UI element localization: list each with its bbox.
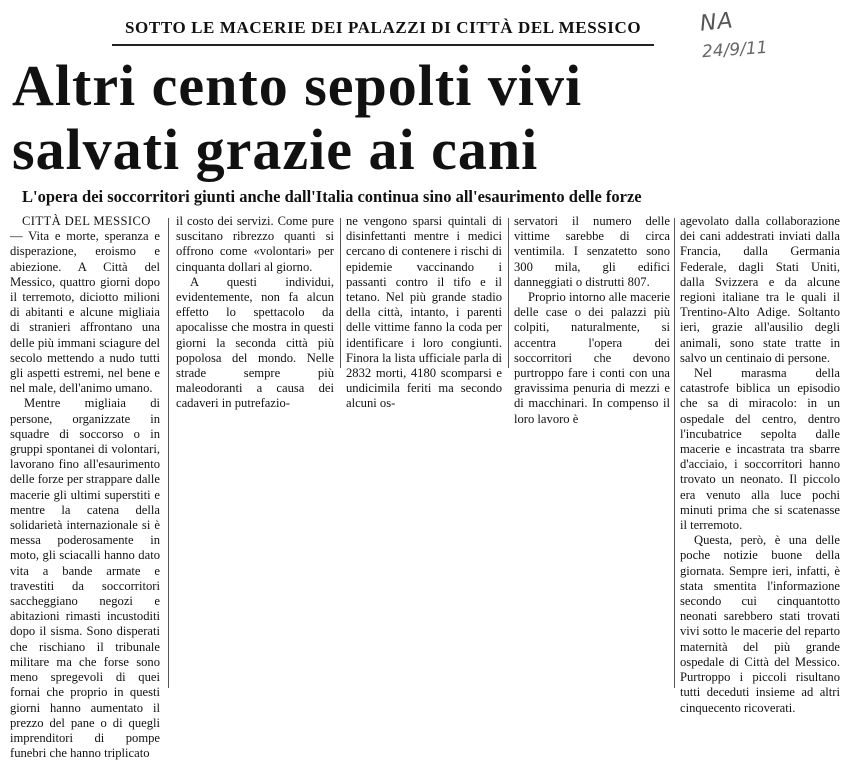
paragraph: il costo dei servizi. Come pure suscitano ribrezzo quanti si offrono come «volontari» per cinquanta dollari al giorno. <box>176 214 334 274</box>
headline-line-1: Altri cento sepolti vivi <box>12 53 583 118</box>
article-column-2 <box>176 214 334 692</box>
paragraph: servatori il numero delle vittime sarebbe di circa ventimila. I senzatetto sono 300 mila, gli edifici danneggiati o distrutti 807. <box>514 214 670 289</box>
paragraph: Questa, però, è una delle poche notizie buone della giornata. Sempre ieri, infatti, è stata smentita l'informazione secondo cui cinquantotto neonati sarebbero stati trovati vivi sotto le macerie del reparto maternità del più grande ospedale di Città del Messico. Purtroppo i piccoli risultano tutti deceduti insieme ad altri cinquecento ricoverati. <box>680 533 840 715</box>
kicker-rule <box>112 44 654 46</box>
headline-line-2: salvati grazie ai cani <box>12 117 539 182</box>
dateline: CITTÀ DEL MESSICO <box>22 214 151 228</box>
paragraph: Mentre migliaia di persone, organizzate in squadre di soccorso o in gruppi spontanei di volontari, lavorano fino all'esaurimento delle forze per strappare dalle macerie gli ultimi superstiti e mentre la catena della solidarietà internazionale si è messa poderosamente in moto, gli sciacalli hanno dato vita a bande armate e travestiti da soccorritori saccheggiano negozi e abitazioni rimasti incustoditi dopo il sisma. Sono disperati che rischiano il tribunale militare ma che forse sono meno spregevoli di quei fornai che proprio in questi giorni hanno aumentato il prezzo del pane o di quegli imprenditori di pompe funebri che hanno triplicato <box>10 396 160 761</box>
column-divider <box>340 218 341 368</box>
column-divider <box>674 218 675 688</box>
handwritten-date: 24/9/11 <box>701 37 769 63</box>
paragraph: A questi individui, evidentemente, non fa alcun effetto lo spettacolo da apocalisse che mostra in questi giorni la seconda città più popolosa del mondo. Nelle strade sempre più maleodoranti a causa dei cadaveri in putrefazio- <box>176 274 334 411</box>
article-column-1 <box>10 214 160 761</box>
paragraph: Proprio intorno alle macerie delle case o dei palazzi più colpiti, naturalmente, si accentra l'opera dei soccorritori che devono purtroppo fare i conti con una gravissima penuria di mezzi e di macchinari. In compenso il loro lavoro è <box>514 290 670 426</box>
paragraph: — Vita e morte, speranza e disperazione, eroismo e abiezione. A Città del Messico, quattro giorni dopo il terremoto, diciotto milioni di abitanti e alcune migliaia di stranieri affrontano una delle più immani sciagure del secolo mettendo a nudo tutti gli aspetti estremi, nel bene e nel male, dell'animo umano. <box>10 229 160 396</box>
article-column-4 <box>514 214 670 692</box>
column-divider <box>168 218 169 688</box>
article-column-5 <box>680 214 840 715</box>
kicker: SOTTO LE MACERIE DEI PALAZZI DI CITTÀ DEL MESSICO <box>125 18 642 37</box>
paragraph: agevolato dalla collaborazione dei cani addestrati inviati dalla Francia, dalla Germania Federale, dagli Stati Uniti, dalla Svizzera e da alcune regioni italiane tra le quali il Trentino-Alto Adige. Soltanto ieri, grazie all'ausilio degli animali, sono state tratte in salvo un centinaio di persone. <box>680 214 840 365</box>
article-column-3 <box>346 214 502 692</box>
handwritten-initials: NA <box>698 8 735 37</box>
paragraph: ne vengono sparsi quintali di disinfettanti mentre i medici cercano di contenere i rischi di epidemie vaccinando i passanti contro il tifo e il tetano. Nel più grande stadio della città, intanto, i parenti delle vittime fanno la coda per identificare i loro congiunti. Finora la lista ufficiale parla di 2832 morti, 4180 scomparsi e undicimila feriti ma secondo alcuni os- <box>346 214 502 411</box>
article-body <box>10 214 844 761</box>
column-divider <box>508 218 509 368</box>
paragraph: Nel marasma della catastrofe biblica un episodio che sa di miracolo: in un ospedale del centro, dentro l'incubatrice sepolta dalle macerie e incastrata tra sbarre d'acciaio, i soccorritori hanno trovato un neonato. Il piccolo era venuto alla luce pochi minuti prima che si scatenasse il terremoto. <box>680 366 840 533</box>
headline <box>12 54 842 182</box>
subheadline: L'opera dei soccorritori giunti anche dall'Italia continua sino all'esaurimento delle forze <box>22 187 642 206</box>
